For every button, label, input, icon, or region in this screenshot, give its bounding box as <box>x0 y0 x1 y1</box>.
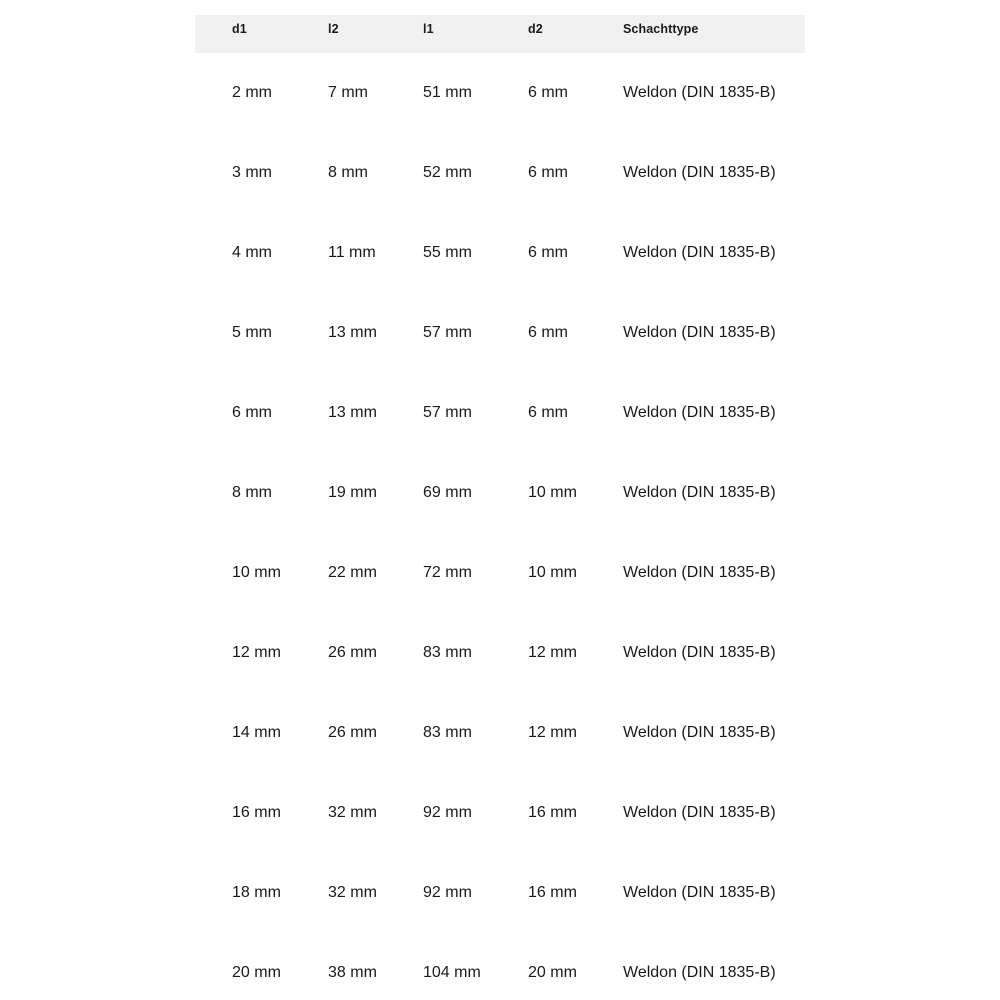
cell-d2: 16 mm <box>528 884 577 901</box>
cell-l2: 19 mm <box>328 484 377 501</box>
cell-l1: 83 mm <box>423 724 472 741</box>
cell-d2: 6 mm <box>528 244 568 261</box>
table-row <box>195 533 805 613</box>
spec-table <box>195 15 805 1000</box>
cell-d1: 10 mm <box>232 564 281 581</box>
cell-d1: 16 mm <box>232 804 281 821</box>
cell-schachttype: Weldon (DIN 1835-B) <box>623 324 776 341</box>
cell-schachttype: Weldon (DIN 1835-B) <box>623 404 776 421</box>
cell-l1: 57 mm <box>423 324 472 341</box>
cell-d2: 12 mm <box>528 644 577 661</box>
cell-l2: 11 mm <box>328 244 376 261</box>
cell-l2: 22 mm <box>328 564 377 581</box>
cell-d1: 14 mm <box>232 724 281 741</box>
cell-l1: 104 mm <box>423 964 481 981</box>
cell-l2: 7 mm <box>328 84 368 101</box>
table-row <box>195 773 805 853</box>
cell-d2: 10 mm <box>528 484 577 501</box>
table-row <box>195 53 805 133</box>
table-row <box>195 373 805 453</box>
table-row <box>195 133 805 213</box>
cell-d2: 20 mm <box>528 964 577 981</box>
cell-d2: 12 mm <box>528 724 577 741</box>
cell-d2: 10 mm <box>528 564 577 581</box>
cell-l1: 57 mm <box>423 404 472 421</box>
cell-l2: 32 mm <box>328 804 377 821</box>
cell-d1: 8 mm <box>232 484 272 501</box>
table-row <box>195 213 805 293</box>
cell-schachttype: Weldon (DIN 1835-B) <box>623 644 776 661</box>
cell-l2: 32 mm <box>328 884 377 901</box>
column-header-d1: d1 <box>232 22 247 36</box>
column-header-schachttype: Schachttype <box>623 22 699 36</box>
cell-d1: 3 mm <box>232 164 272 181</box>
cell-schachttype: Weldon (DIN 1835-B) <box>623 804 776 821</box>
cell-schachttype: Weldon (DIN 1835-B) <box>623 84 776 101</box>
table-row <box>195 853 805 933</box>
cell-d1: 20 mm <box>232 964 281 981</box>
cell-l1: 72 mm <box>423 564 472 581</box>
cell-d1: 12 mm <box>232 644 281 661</box>
cell-d2: 16 mm <box>528 804 577 821</box>
cell-l2: 13 mm <box>328 324 377 341</box>
cell-l2: 38 mm <box>328 964 377 981</box>
cell-d1: 6 mm <box>232 404 272 421</box>
column-header-l2: l2 <box>328 22 339 36</box>
cell-l2: 8 mm <box>328 164 368 181</box>
cell-schachttype: Weldon (DIN 1835-B) <box>623 724 776 741</box>
cell-schachttype: Weldon (DIN 1835-B) <box>623 884 776 901</box>
cell-l2: 26 mm <box>328 724 377 741</box>
table-row <box>195 613 805 693</box>
cell-schachttype: Weldon (DIN 1835-B) <box>623 964 776 981</box>
cell-l1: 69 mm <box>423 484 472 501</box>
cell-d1: 2 mm <box>232 84 272 101</box>
table-body <box>195 53 805 1000</box>
cell-l2: 13 mm <box>328 404 377 421</box>
cell-l1: 52 mm <box>423 164 472 181</box>
cell-d2: 6 mm <box>528 84 568 101</box>
table-header-row <box>195 15 805 53</box>
cell-l1: 51 mm <box>423 84 472 101</box>
column-header-d2: d2 <box>528 22 543 36</box>
cell-l1: 92 mm <box>423 804 472 821</box>
cell-l2: 26 mm <box>328 644 377 661</box>
cell-schachttype: Weldon (DIN 1835-B) <box>623 164 776 181</box>
cell-d2: 6 mm <box>528 404 568 421</box>
column-header-l1: l1 <box>423 22 434 36</box>
cell-d1: 18 mm <box>232 884 281 901</box>
cell-schachttype: Weldon (DIN 1835-B) <box>623 484 776 501</box>
cell-d2: 6 mm <box>528 324 568 341</box>
table-row <box>195 933 805 1000</box>
cell-l1: 92 mm <box>423 884 472 901</box>
cell-l1: 55 mm <box>423 244 472 261</box>
cell-d1: 4 mm <box>232 244 272 261</box>
cell-d2: 6 mm <box>528 164 568 181</box>
table-row <box>195 453 805 533</box>
cell-schachttype: Weldon (DIN 1835-B) <box>623 244 776 261</box>
cell-d1: 5 mm <box>232 324 272 341</box>
cell-schachttype: Weldon (DIN 1835-B) <box>623 564 776 581</box>
table-row <box>195 693 805 773</box>
cell-l1: 83 mm <box>423 644 472 661</box>
table-row <box>195 293 805 373</box>
